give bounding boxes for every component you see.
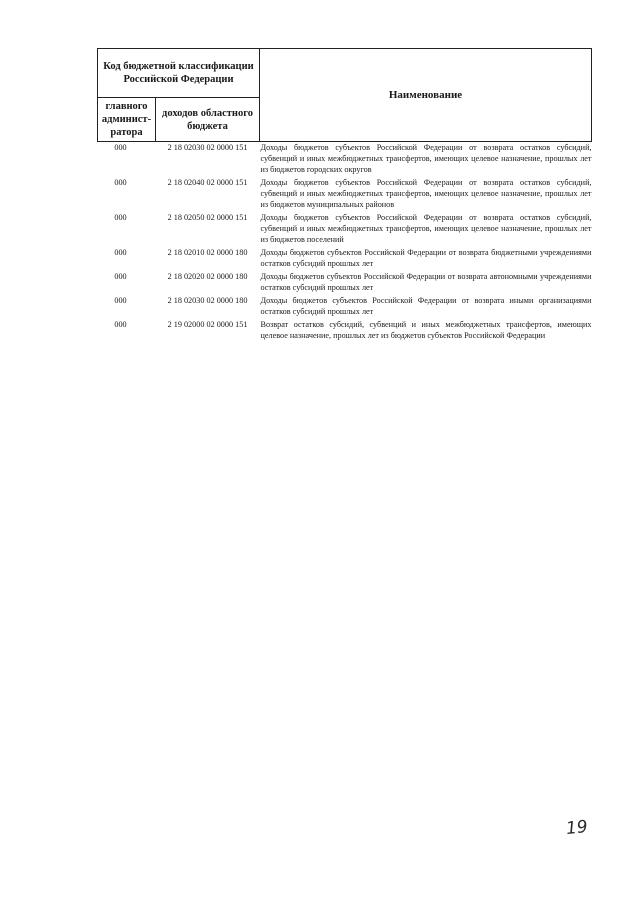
admin-code-cell: 000 bbox=[114, 143, 127, 152]
income-name-cell: Доходы бюджетов субъектов Российской Федерации от возврата бюджетными учреждениями остатков субсидий прошлых лет bbox=[260, 248, 592, 268]
income-name-cell: Доходы бюджетов субъектов Российской Федерации от возврата остатков субсидий, субвенций и иных межбюджетных трансфертов, имеющих целевое назначение, прошлых лет из бюджетов муниципальных районов bbox=[260, 178, 592, 209]
header-budget-code-group: Код бюджетной классификации Российской Федерации bbox=[98, 49, 260, 98]
table-row bbox=[98, 142, 592, 178]
table-row bbox=[98, 295, 592, 319]
income-code-cell: 2 18 02040 02 0000 151 bbox=[167, 178, 248, 187]
table-row bbox=[98, 271, 592, 295]
income-name-cell: Доходы бюджетов субъектов Российской Федерации от возврата остатков субсидий, субвенций и иных межбюджетных трансфертов, имеющих целевое назначение, прошлых лет из бюджетов поселений bbox=[260, 213, 592, 244]
page-number: 19 bbox=[565, 816, 589, 840]
income-code-cell: 2 18 02020 02 0000 180 bbox=[167, 272, 248, 281]
admin-code-cell: 000 bbox=[114, 248, 127, 257]
header-main-administrator: главного админист-ратора bbox=[98, 98, 156, 142]
table-row bbox=[98, 177, 592, 212]
income-name-cell: Доходы бюджетов субъектов Российской Федерации от возврата автономными учреждениями остатков субсидий прошлых лет bbox=[260, 272, 592, 292]
table-row bbox=[98, 319, 592, 343]
admin-code-cell: 000 bbox=[114, 272, 127, 281]
income-code-cell: 2 18 02030 02 0000 151 bbox=[167, 143, 248, 152]
admin-code-cell: 000 bbox=[114, 213, 127, 222]
admin-code-cell: 000 bbox=[114, 296, 127, 305]
admin-code-cell: 000 bbox=[114, 320, 127, 329]
admin-code-cell: 000 bbox=[114, 178, 127, 187]
income-code-cell: 2 18 02030 02 0000 180 bbox=[167, 296, 248, 305]
budget-classification-table bbox=[97, 48, 592, 343]
income-name-cell: Возврат остатков субсидий, субвенций и иных межбюджетных трансфертов, имеющих целевое назначение, прошлых лет из бюджетов субъектов Российской Федерации bbox=[260, 320, 592, 340]
table-header bbox=[98, 49, 592, 142]
income-code-cell: 2 19 02000 02 0000 151 bbox=[167, 320, 248, 329]
table-body bbox=[98, 142, 592, 344]
table-row bbox=[98, 212, 592, 247]
income-code-cell: 2 18 02050 02 0000 151 bbox=[167, 213, 248, 222]
income-code-cell: 2 18 02010 02 0000 180 bbox=[167, 248, 248, 257]
table-row bbox=[98, 247, 592, 271]
header-name: Наименование bbox=[260, 49, 592, 142]
income-name-cell: Доходы бюджетов субъектов Российской Федерации от возврата остатков субсидий, субвенций и иных межбюджетных трансфертов, имеющих целевое назначение, прошлых лет из бюджетов городских округов bbox=[260, 143, 592, 174]
income-name-cell: Доходы бюджетов субъектов Российской Федерации от возврата иными организациями остатков субсидий прошлых лет bbox=[260, 296, 592, 316]
header-regional-budget-income: доходов областного бюджета bbox=[156, 98, 260, 142]
